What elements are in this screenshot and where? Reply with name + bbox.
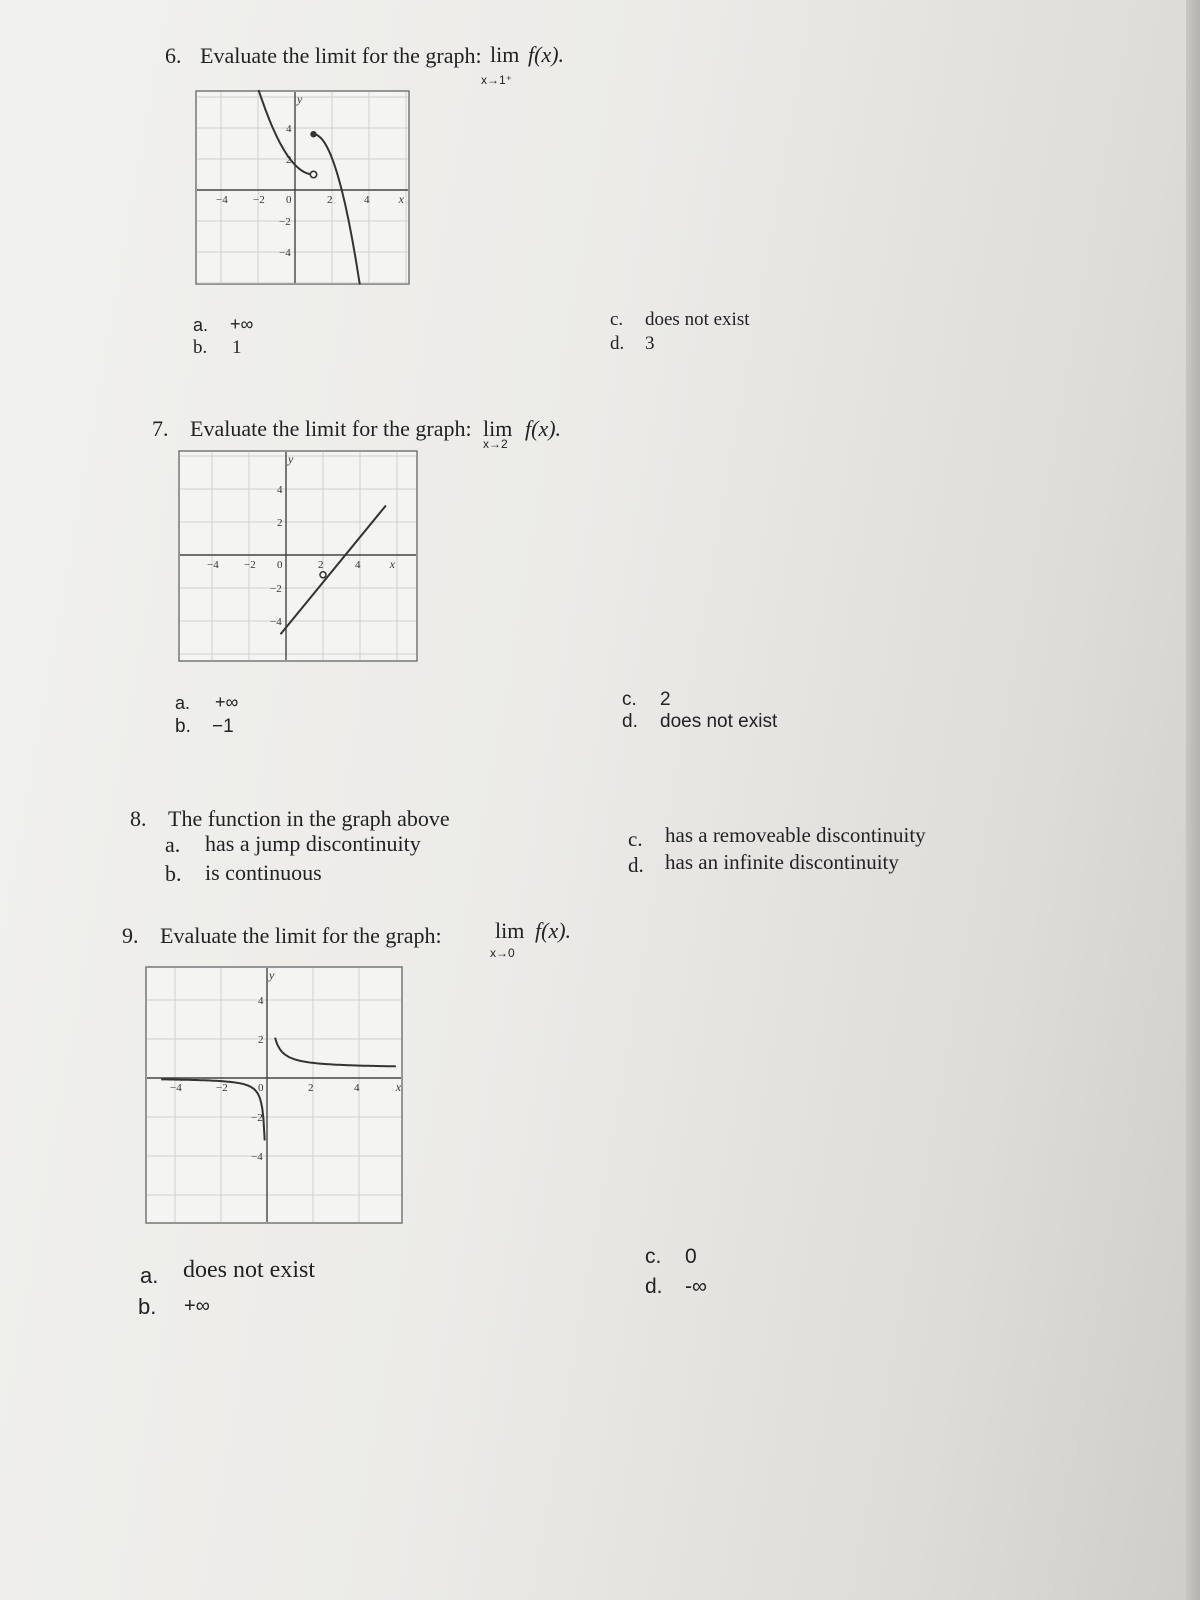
open-circle <box>310 171 316 177</box>
q8-option-d-letter: d. <box>628 853 644 877</box>
q9-number: 9. <box>122 923 139 948</box>
x-axis-label: x <box>398 192 404 206</box>
q7-graph <box>178 450 418 662</box>
q6-option-d[interactable]: 3 <box>645 333 655 354</box>
q6-option-c-letter: c. <box>610 309 624 330</box>
q9-graph <box>145 966 403 1224</box>
x-tick-label: 4 <box>354 1082 360 1094</box>
y-axis-label: y <box>288 452 294 466</box>
x-tick-label: 2 <box>308 1082 314 1094</box>
x-axis-label: x <box>389 557 395 571</box>
graph-frame <box>146 967 402 1223</box>
q9-lim: lim <box>495 918 525 943</box>
y-tick-label: −2 <box>251 1112 263 1124</box>
q6-lim-subscript: x→1⁺ <box>481 73 513 87</box>
y-tick-label: 2 <box>286 154 292 166</box>
graph-frame <box>179 451 417 661</box>
q7-lim: lim <box>483 416 513 441</box>
x-tick-label: −4 <box>207 559 219 571</box>
q7-option-d-letter: d. <box>622 711 638 732</box>
x-tick-label: 2 <box>327 194 333 206</box>
q6-number: 6. <box>165 43 182 68</box>
q7-number: 7. <box>152 416 169 441</box>
q6-option-a-letter: a. <box>193 315 209 335</box>
y-tick-label: −4 <box>270 616 282 628</box>
q9-option-b-letter: b. <box>138 1294 157 1319</box>
graph-frame <box>196 91 409 284</box>
q6-graph <box>195 90 410 285</box>
q8-option-a[interactable]: has a jump discontinuity <box>205 831 421 856</box>
x-tick-label: 0 <box>277 559 283 571</box>
x-tick-label: −2 <box>216 1082 228 1094</box>
q7-option-a[interactable]: +∞ <box>215 692 239 712</box>
y-tick-label: −2 <box>279 216 291 228</box>
q6-option-a[interactable]: +∞ <box>230 314 254 334</box>
y-axis-label: y <box>297 92 303 106</box>
q9-option-a-letter: a. <box>140 1263 159 1288</box>
q9-option-b[interactable]: +∞ <box>184 1295 210 1317</box>
q8-option-c[interactable]: has a removeable discontinuity <box>665 823 926 847</box>
y-axis-label: y <box>269 968 275 982</box>
q6-func: f(x). <box>528 42 565 67</box>
q8-option-b[interactable]: is continuous <box>205 860 322 885</box>
q6-prompt: Evaluate the limit for the graph: <box>200 43 482 68</box>
paper-edge-shadow <box>1186 0 1200 1600</box>
x-tick-label: 4 <box>364 194 370 206</box>
q8-option-b-letter: b. <box>165 861 182 886</box>
closed-dot <box>310 131 316 137</box>
q7-option-a-letter: a. <box>175 693 191 713</box>
x-tick-label: 4 <box>355 559 361 571</box>
q6-option-b-letter: b. <box>193 337 208 358</box>
open-circle <box>320 572 326 578</box>
q6-lim: lim <box>490 42 520 67</box>
q9-option-c-letter: c. <box>645 1245 662 1268</box>
x-tick-label: −4 <box>216 194 228 206</box>
q9-prompt: Evaluate the limit for the graph: <box>160 923 442 948</box>
q9-option-a[interactable]: does not exist <box>183 1257 315 1283</box>
q7-prompt: Evaluate the limit for the graph: <box>190 416 472 441</box>
q8-option-d[interactable]: has an infinite discontinuity <box>665 850 899 874</box>
q8-prompt: The function in the graph above <box>168 806 450 831</box>
q7-option-b[interactable]: −1 <box>212 716 234 737</box>
q8-number: 8. <box>130 806 147 831</box>
y-tick-label: 2 <box>258 1034 264 1046</box>
x-tick-label: −2 <box>253 194 265 206</box>
y-tick-label: −4 <box>279 247 291 259</box>
x-tick-label: 0 <box>286 194 292 206</box>
q7-option-b-letter: b. <box>175 716 191 737</box>
q6-option-c[interactable]: does not exist <box>645 309 750 330</box>
x-tick-label: −4 <box>170 1082 182 1094</box>
y-tick-label: −2 <box>270 583 282 595</box>
q7-lim-subscript: x→2 <box>483 437 508 451</box>
q7-option-c[interactable]: 2 <box>660 689 671 710</box>
q7-option-c-letter: c. <box>622 689 637 710</box>
q7-option-d[interactable]: does not exist <box>660 711 778 732</box>
q8-option-c-letter: c. <box>628 827 643 851</box>
q9-option-d-letter: d. <box>645 1275 663 1298</box>
y-tick-label: 4 <box>277 484 283 496</box>
q9-func: f(x). <box>535 918 572 943</box>
x-tick-label: 2 <box>318 559 324 571</box>
y-tick-label: 2 <box>277 517 283 529</box>
q6-option-b[interactable]: 1 <box>232 337 242 358</box>
q9-option-d[interactable]: -∞ <box>685 1275 707 1298</box>
q6-option-d-letter: d. <box>610 333 625 354</box>
q9-option-c[interactable]: 0 <box>685 1245 697 1268</box>
y-tick-label: −4 <box>251 1151 263 1163</box>
q7-func: f(x). <box>525 416 562 441</box>
x-tick-label: 0 <box>258 1082 264 1094</box>
q9-lim-subscript: x→0 <box>490 946 515 960</box>
y-tick-label: 4 <box>258 995 264 1007</box>
x-axis-label: x <box>395 1080 402 1094</box>
q8-option-a-letter: a. <box>165 832 181 857</box>
y-tick-label: 4 <box>286 123 292 135</box>
x-tick-label: −2 <box>244 559 256 571</box>
